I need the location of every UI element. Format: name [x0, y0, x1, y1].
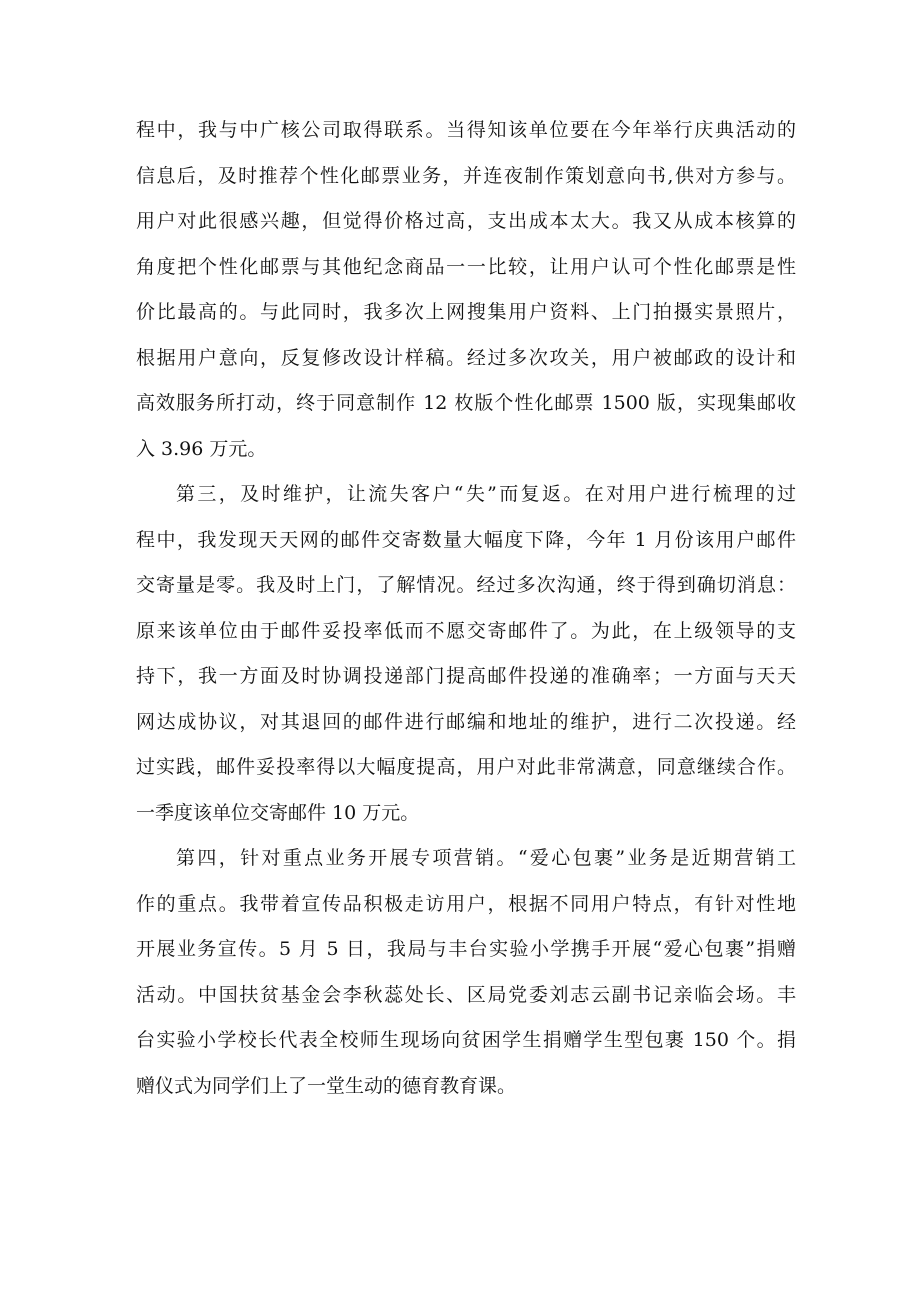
text-line: 高效服务所打动，终于同意制作 12 枚版个性化邮票 1500 版，实现集邮收: [136, 392, 796, 414]
text-line: 入 3.96 万元。: [136, 437, 267, 460]
paragraph-2: [136, 472, 796, 836]
text-line: 第三，及时维护，让流失客户“失”而复返。在对用户进行梳理的过: [176, 483, 796, 505]
text-line: 作的重点。我带着宣传品积极走访用户，根据不同用户特点，有针对性地: [136, 892, 796, 915]
text-line: 程中，我发现天天网的邮件交寄数量大幅度下降，今年 1 月份该用户邮件: [136, 528, 796, 551]
text-line: 交寄量是零。我及时上门，了解情况。经过多次沟通，终于得到确切消息：: [136, 574, 796, 596]
text-line: 赠仪式为同学们上了一堂生动的德育教育课。: [136, 1074, 517, 1097]
paragraph-1: [136, 108, 796, 472]
text-line: 活动。中国扶贫基金会李秋蕊处长、区局党委刘志云副书记亲临会场。丰: [136, 983, 796, 1006]
text-line: 用户对此很感兴趣，但觉得价格过高，支出成本太大。我又从成本核算的: [136, 210, 796, 232]
text-line: 持下，我一方面及时协调投递部门提高邮件投递的准确率；一方面与天天: [136, 665, 796, 687]
text-line: 网达成协议，对其退回的邮件进行邮编和地址的维护，进行二次投递。经: [136, 710, 796, 733]
text-line: 第四，针对重点业务开展专项营销。“爱心包裹”业务是近期营销工: [176, 847, 796, 869]
paragraph-3: [136, 836, 796, 1109]
text-line: 过实践，邮件妥投率得以大幅度提高，用户对此非常满意，同意继续合作。: [136, 756, 796, 778]
text-line: 信息后，及时推荐个性化邮票业务，并连夜制作策划意向书,供对方参与。: [136, 164, 796, 187]
text-line: 程中，我与中广核公司取得联系。当得知该单位要在今年举行庆典活动的: [136, 119, 796, 141]
text-line: 价比最高的。与此同时，我多次上网搜集用户资料、上门拍摄实景照片，: [136, 301, 796, 323]
text-line: 一季度该单位交寄邮件 10 万元。: [136, 801, 420, 824]
text-line: 根据用户意向，反复修改设计样稿。经过多次攻关，用户被邮政的设计和: [136, 346, 796, 369]
text-line: 台实验小学校长代表全校师生现场向贫困学生捐赠学生型包裹 150 个。捐: [136, 1029, 796, 1051]
text-line: 开展业务宣传。5 月 5 日，我局与丰台实验小学携手开展“爱心包裹”捐赠: [136, 938, 796, 960]
document-body: [136, 108, 796, 1109]
text-line: 角度把个性化邮票与其他纪念商品一一比较，让用户认可个性化邮票是性: [136, 255, 796, 278]
text-line: 原来该单位由于邮件妥投率低而不愿交寄邮件了。为此，在上级领导的支: [136, 619, 796, 642]
